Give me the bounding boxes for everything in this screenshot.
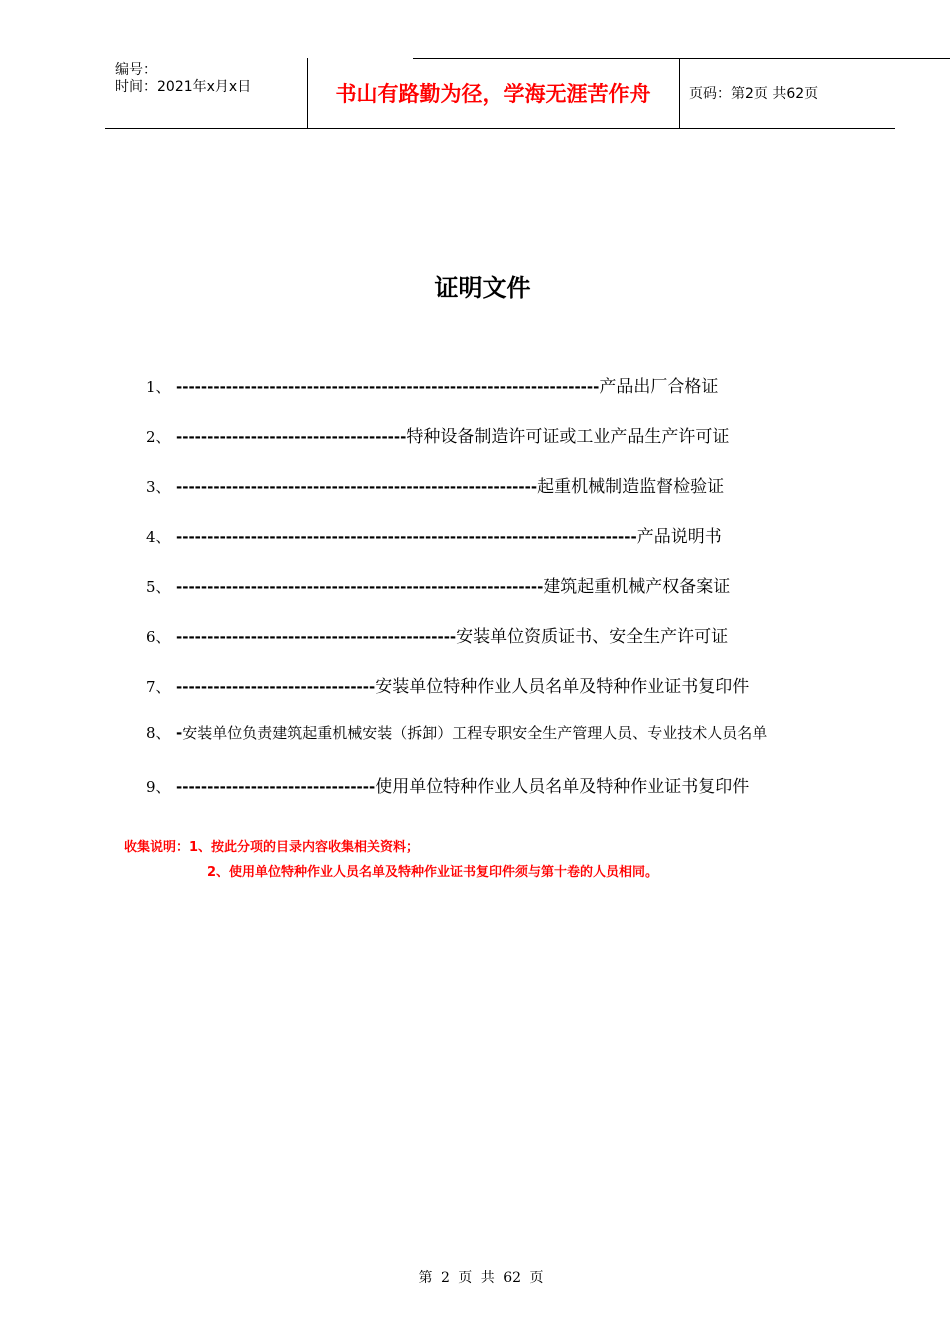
collection-note-2: 2、使用单位特种作业人员名单及特种作业证书复印件须与第十卷的人员相同。 [207, 865, 659, 880]
list-item [146, 422, 846, 472]
document-number-label: 编号： [115, 62, 157, 78]
list-item-number: 9、 [146, 778, 171, 796]
list-item [146, 672, 846, 722]
page-header [105, 58, 895, 129]
list-item-label: 产品出厂合格证 [599, 377, 719, 397]
list-item-label: 建筑起重机械产权备案证 [543, 577, 731, 597]
page-title: 证明文件 [434, 274, 531, 302]
header-divider [679, 58, 680, 128]
header-page-code: 页码：第2页 共62页 [689, 86, 819, 102]
list-item-number: 6、 [146, 628, 171, 646]
list-item [146, 372, 846, 422]
leader-dashes: ----------------------------------------------------------- [176, 578, 544, 596]
list-item [146, 522, 846, 572]
list-item-number: 1、 [146, 378, 171, 396]
header-meta [115, 62, 305, 96]
list-item-label: 特种设备制造许可证或工业产品生产许可证 [406, 427, 730, 447]
leader-dashes: - [176, 724, 183, 742]
leader-dashes: -------------------------------------------------------------------- [176, 378, 600, 396]
leader-dashes: --------------------------------------------- [176, 628, 457, 646]
list-item-number: 8、 [146, 724, 171, 742]
list-item [146, 622, 846, 672]
list-item-number: 4、 [146, 528, 171, 546]
header-motto: 书山有路勤为径，学海无涯苦作舟 [335, 82, 651, 106]
list-item-number: 5、 [146, 578, 171, 596]
list-item-label: 产品说明书 [636, 527, 722, 547]
list-item-label: 安装单位特种作业人员名单及特种作业证书复印件 [375, 677, 750, 697]
page-footer: 第 2 页 共 62 页 [418, 1270, 544, 1286]
leader-dashes: -------------------------------- [176, 778, 376, 796]
list-item-number: 2、 [146, 428, 171, 446]
leader-dashes: ---------------------------------------------------------- [176, 478, 538, 496]
list-item-number: 3、 [146, 478, 171, 496]
list-item-number: 7、 [146, 678, 171, 696]
collection-note-1: 收集说明：1、按此分项的目录内容收集相关资料； [124, 840, 420, 855]
leader-dashes: -------------------------------- [176, 678, 376, 696]
list-item-label: 使用单位特种作业人员名单及特种作业证书复印件 [375, 777, 750, 797]
list-item [146, 722, 846, 772]
list-item-label: 安装单位资质证书、安全生产许可证 [456, 627, 729, 647]
list-item-label: 安装单位负责建筑起重机械安装（拆卸）工程专职安全生产管理人员、专业技术人员名单 [182, 724, 768, 742]
list-item [146, 772, 846, 822]
leader-dashes: -------------------------------------------------------------------------- [176, 528, 637, 546]
list-item-label: 起重机械制造监督检验证 [537, 477, 725, 497]
document-list [146, 372, 846, 822]
list-item [146, 472, 846, 522]
leader-dashes: ------------------------------------- [176, 428, 407, 446]
list-item [146, 572, 846, 622]
document-date: 时间：2021年x月x日 [115, 79, 252, 95]
